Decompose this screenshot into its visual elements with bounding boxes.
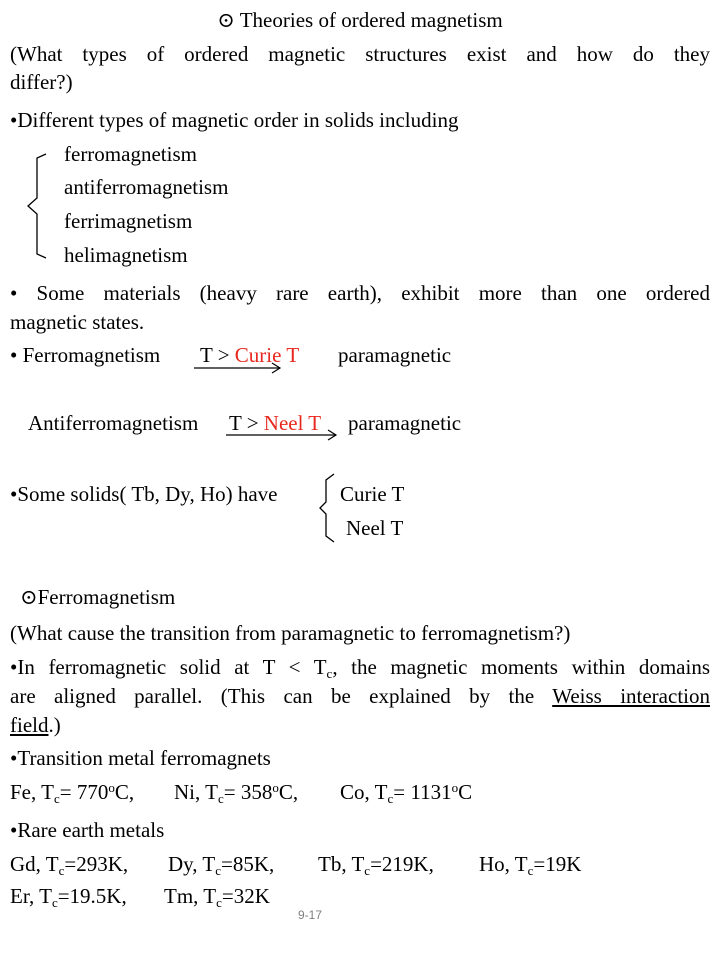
antiferro-transition-to: paramagnetic [348, 411, 462, 435]
neel-temperature-label: Neel T [263, 411, 322, 435]
question-line-2: differ?) [10, 70, 73, 94]
order-type-item: helimagnetism [64, 243, 188, 267]
rare-earth-entry: Dy, $T_c=85K$, [168, 852, 275, 878]
weiss-field-link: field [10, 713, 49, 737]
order-type-item: antiferromagnetism [64, 175, 229, 199]
rare-earth-entry: Er, $T_c=19.5K$, [10, 884, 127, 910]
transition-arrow-icon [226, 429, 340, 441]
page-title [0, 8, 720, 33]
transition-metal-entry: Fe, $T_c= 770^oC$, [10, 779, 135, 806]
order-type-item: ferrimagnetism [64, 209, 193, 233]
ferro-transition-condition: T > Curie T [200, 343, 300, 367]
rare-earth-entry: Ho, $T_c=19K$ [479, 852, 582, 878]
heavy-rare-earth-line-1: • Some materials (heavy rare earth), exhibit more than one ordered [10, 281, 710, 305]
order-types-bullet: •Different types of magnetic order in solids including [10, 108, 459, 132]
some-solids-option: Neel T [346, 516, 404, 540]
domains-line-2: are aligned parallel. (This can be explained by the Weiss interaction [10, 684, 710, 708]
curie-temperature-label: Curie T [234, 343, 300, 367]
curie-neel-brace [318, 472, 336, 544]
circle-dot-icon: ⊙ [217, 8, 235, 32]
heavy-rare-earth-line-2: magnetic states. [10, 310, 145, 334]
section-heading-ferromagnetism: ⊙Ferromagnetism [20, 585, 176, 609]
rare-earth-entry: Tm, $T_c=32K$ [164, 884, 270, 910]
order-type-item: ferromagnetism [64, 142, 197, 166]
question-line-1: (What types of ordered magnetic structures exist and how do they [10, 42, 710, 66]
some-solids-bullet: •Some solids( Tb, Dy, Ho) have [10, 482, 278, 506]
some-solids-option: Curie T [340, 482, 405, 506]
ferro-transition-to: paramagnetic [338, 343, 452, 367]
rare-earth-entry: Tb, $T_c=219K$, [318, 852, 434, 878]
antiferro-transition-condition: T > Neel T [229, 411, 322, 435]
question-paramagnetic-to-ferro: (What cause the transition from paramagnetic to ferromagnetism?) [10, 621, 571, 645]
antiferro-transition-from: Antiferromagnetism [28, 411, 199, 435]
weiss-interaction-link: Weiss interaction [552, 684, 710, 708]
transition-metals-heading: •Transition metal ferromagnets [10, 746, 271, 770]
page-title-text: Theories of ordered magnetism [239, 8, 503, 32]
order-types-brace [24, 150, 48, 262]
circle-dot-icon: ⊙ [20, 585, 38, 609]
transition-metal-entry: Co, $T_c= 1131^oC$ [340, 779, 473, 806]
transition-metal-entry: Ni, $T_c= 358^oC$, [174, 779, 299, 806]
rare-earth-heading: •Rare earth metals [10, 818, 165, 842]
transition-arrow-icon [194, 362, 284, 374]
rare-earth-entry: Gd, $T_c=293K$, [10, 852, 129, 878]
page-number: 9-17 [297, 908, 323, 922]
domains-line-3: field.) [10, 713, 61, 737]
domains-line-1: •In ferromagnetic solid at $T < T_c$, the magnetic moments within domains [10, 655, 711, 681]
ferro-transition-from: • Ferromagnetism [10, 343, 161, 367]
